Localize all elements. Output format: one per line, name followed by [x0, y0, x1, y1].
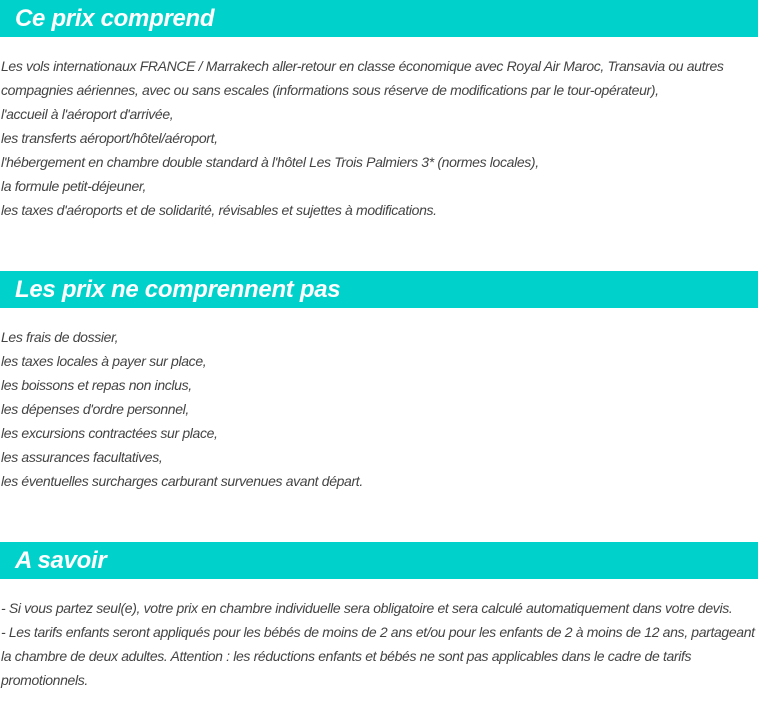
not-included-item: les dépenses d'ordre personnel, [1, 401, 189, 417]
not-included-item: Les frais de dossier, [1, 329, 119, 345]
section-title-not-included: Les prix ne comprennent pas [15, 276, 341, 303]
section-body-included [1, 54, 757, 222]
section-header-good-to-know [0, 542, 758, 579]
good-to-know-item: - Les tarifs enfants seront appliqués pour les bébés de moins de 2 ans et/ou pour les enfants de 2 à moins de 12 ans, partageant la chambre de deux adultes. Attention : les réductions enfants et bébés ne sont pas applicables dans le cadre de tarifs promotionnels. [1, 624, 755, 688]
section-header-not-included [0, 271, 758, 308]
not-included-item: les excursions contractées sur place, [1, 425, 218, 441]
section-title-included: Ce prix comprend [15, 5, 215, 32]
section-header-included [0, 0, 758, 37]
not-included-item: les assurances facultatives, [1, 449, 163, 465]
included-item: l'accueil à l'aéroport d'arrivée, [1, 106, 174, 122]
section-body-not-included [1, 325, 757, 493]
not-included-item: les boissons et repas non inclus, [1, 377, 192, 393]
included-item: Les vols internationaux FRANCE / Marrakech aller-retour en classe économique avec Royal Air Maroc, Transavia ou autres compagnies aériennes, avec ou sans escales (informations sous réserve de modifications par le tour-opérateur), [1, 58, 724, 98]
section-title-good-to-know: A savoir [15, 547, 107, 574]
not-included-item: les taxes locales à payer sur place, [1, 353, 207, 369]
good-to-know-item: - Si vous partez seul(e), votre prix en chambre individuelle sera obligatoire et sera calculé automatiquement dans votre devis. [1, 600, 733, 616]
included-item: l'hébergement en chambre double standard à l'hôtel Les Trois Palmiers 3* (normes locales), [1, 154, 539, 170]
included-item: les taxes d'aéroports et de solidarité, révisables et sujettes à modifications. [1, 202, 437, 218]
included-item: les transferts aéroport/hôtel/aéroport, [1, 130, 218, 146]
not-included-item: les éventuelles surcharges carburant survenues avant départ. [1, 473, 363, 489]
included-item: la formule petit-déjeuner, [1, 178, 146, 194]
section-body-good-to-know [1, 596, 757, 692]
